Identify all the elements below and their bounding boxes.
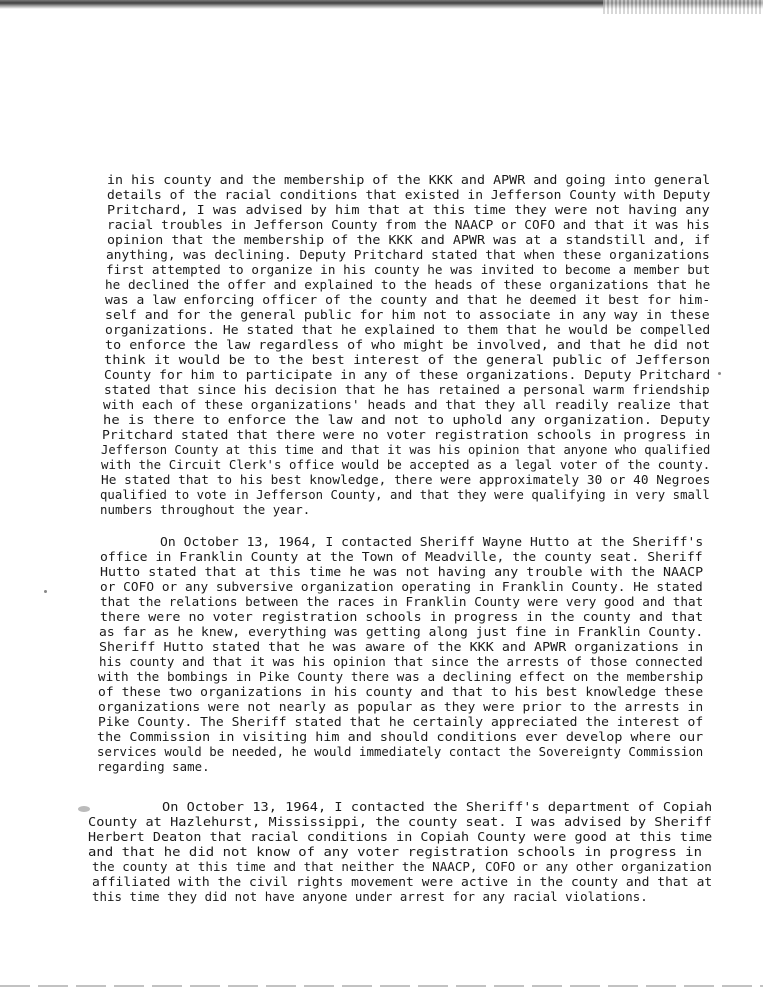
text-line: first attempted to organize in his county he was invited to become a member but: [106, 262, 711, 277]
text-line: qualified to vote in Jefferson County, and that they were qualifying in very small: [100, 487, 710, 502]
text-line: that the relations between the races in Franklin County were very good and that: [100, 594, 704, 609]
text-line: his county and that it was his opinion that since the arrests of those connected: [99, 654, 703, 669]
text-line: of these two organizations in his county and that to his best knowledge these: [98, 684, 704, 699]
text-line: County at Hazlehurst, Mississippi, the county seat. I was advised by Sheriff: [88, 814, 712, 829]
text-line: the Commission in visiting him and should conditions ever develop where our: [97, 729, 704, 744]
text-line: He stated that to his best knowledge, there were approximately 30 or 40 Negroes: [101, 472, 711, 487]
text-line: On October 13, 1964, I contacted the Sheriff's department of Copiah: [162, 799, 713, 814]
text-line: Pike County. The Sheriff stated that he certainly appreciated the interest of: [98, 714, 704, 729]
text-line: or COFO or any subversive organization operating in Franklin County. He stated: [100, 579, 703, 594]
text-line: was a law enforcing officer of the county and that he deemed it best for him-: [105, 292, 711, 307]
text-line: to enforce the law regardless of who might be involved, and that he did not: [105, 337, 711, 352]
text-line: Pritchard stated that there were no voter registration schools in progress in: [102, 427, 711, 442]
text-line: anything, was declining. Deputy Pritchard stated that when these organizations: [106, 247, 710, 262]
text-line: opinion that the membership of the KKK and APWR was at a standstill and, if: [107, 232, 711, 247]
text-line: Hutto stated that at this time he was not having any trouble with the NAACP: [100, 564, 704, 579]
scan-speck: [44, 590, 47, 593]
text-line: self and for the general public for him not to associate in any way in these: [105, 307, 710, 322]
text-line: affiliated with the civil rights movement were active in the county and that at: [92, 874, 713, 889]
text-line: this time they did not have anyone under arrest for any racial violations.: [92, 889, 648, 904]
text-line: details of the racial conditions that existed in Jefferson County with Deputy: [107, 187, 711, 202]
text-line: with each of these organizations' heads and that they all readily realize that: [103, 397, 710, 412]
scan-bottom-edge: [0, 985, 763, 987]
scan-speck: [718, 372, 721, 375]
text-line: stated that since his decision that he has retained a personal warm friendship: [104, 382, 710, 397]
text-line: with the bombings in Pike County there was a declining effect on the membership: [98, 669, 704, 684]
text-line: racial troubles in Jefferson County from the NAACP or COFO and that it was his: [107, 217, 710, 232]
text-line: Sheriff Hutto stated that he was aware of the KKK and APWR organizations in: [99, 639, 704, 654]
text-line: organizations. He stated that he explained to them that he would be compelled: [105, 322, 711, 337]
text-line: he is there to enforce the law and not to uphold any organization. Deputy: [103, 412, 711, 427]
text-line: in his county and the membership of the KKK and APWR and going into general: [107, 172, 711, 187]
text-line: services would be needed, he would immediately contact the Sovereignty Commission: [97, 744, 704, 759]
text-line: as far as he knew, everything was getting along just fine in Franklin County.: [99, 624, 704, 639]
text-line: On October 13, 1964, I contacted Sheriff Wayne Hutto at the Sheriff's: [160, 534, 704, 549]
text-line: the county at this time and that neither the NAACP, COFO or any other organization: [92, 859, 712, 874]
text-line: think it would be to the best interest of the general public of Jefferson: [104, 352, 711, 367]
scan-top-edge-noise: [603, 0, 763, 14]
text-line: he declined the offer and explained to the heads of these organizations that he: [105, 277, 711, 292]
text-line: with the Circuit Clerk's office would be accepted as a legal voter of the county.: [101, 457, 711, 472]
scan-speck: [78, 806, 90, 812]
text-line: numbers throughout the year.: [100, 502, 311, 517]
text-line: Pritchard, I was advised by him that at this time they were not having any: [107, 202, 710, 217]
text-line: Herbert Deaton that racial conditions in Copiah County were good at this time: [88, 829, 713, 844]
text-line: and that he did not know of any voter registration schools in progress in: [88, 844, 703, 859]
text-line: there were no voter registration schools in progress in the county and that: [100, 609, 704, 624]
text-line: regarding same.: [97, 759, 210, 774]
text-line: County for him to participate in any of these organizations. Deputy Pritchard: [104, 367, 711, 382]
text-line: Jefferson County at this time and that it was his opinion that anyone who qualified: [101, 442, 711, 457]
text-line: office in Franklin County at the Town of Meadville, the county seat. Sheriff: [100, 549, 703, 564]
text-line: organizations were not nearly as popular as they were prior to the arrests in: [98, 699, 704, 714]
